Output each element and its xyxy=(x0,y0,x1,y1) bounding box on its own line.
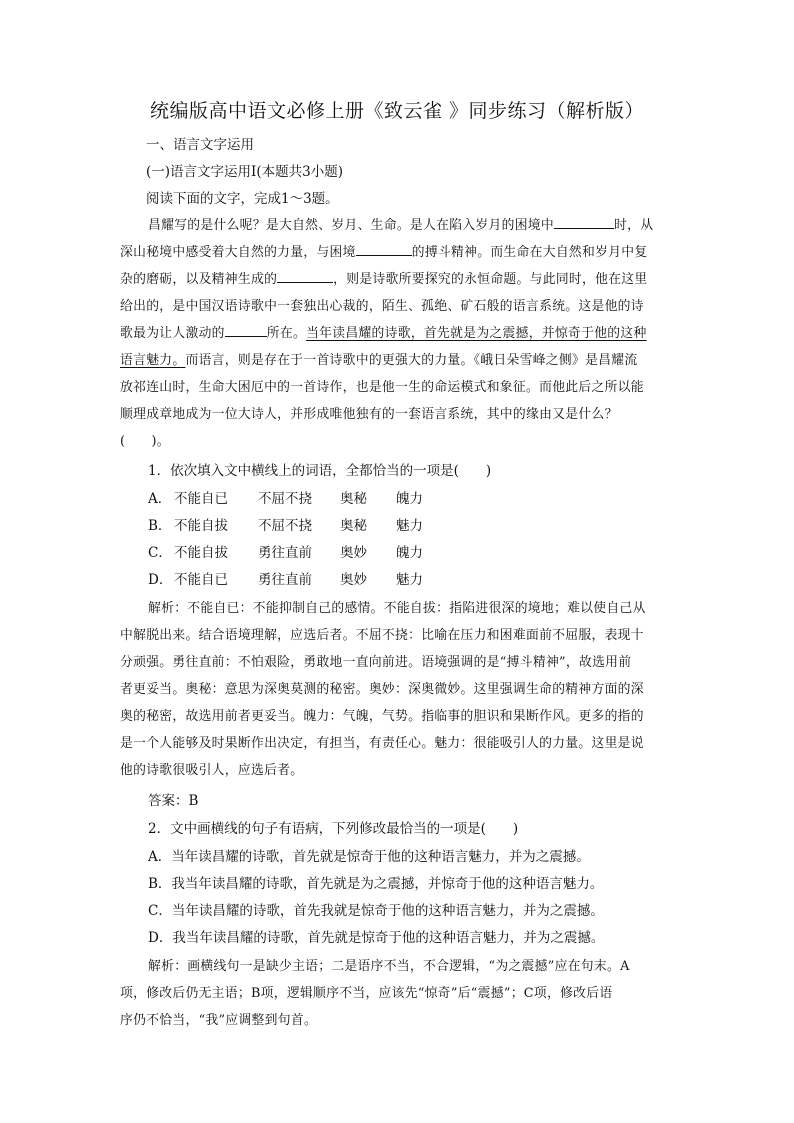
fill-blank-4 xyxy=(225,324,267,337)
section-heading: 一、语言文字运用 xyxy=(146,137,254,153)
subsection-heading: (一)语言文字运用Ⅰ(本题共3小题) xyxy=(146,164,343,180)
passage-line-3: 杂的磨砺，以及精神生成的 ，则是诗歌所要探究的永恒命题。与此同时，他在这里 xyxy=(120,272,648,287)
question-1-option-c: C． 不能自拔 勇往直前 奥妙 魄力 xyxy=(148,545,423,561)
question-1-explanation-line: 者更妥当。奥秘：意思为深奥莫测的秘密。奥妙：深奥微妙。这里强调生命的精神方面的深 xyxy=(120,682,644,697)
question-2-stem: 2．文中画横线的句子有语病，下列修改最恰当的一项是( ) xyxy=(148,821,519,837)
question-1-explanation-line: 中解脱出来。结合语境理解，应选后者。不屈不挠：比喻在压力和困难面前不屈服，表现十 xyxy=(120,628,644,643)
document-title: 统编版高中语文必修上册《致云雀 》同步练习（解析版） xyxy=(149,100,645,122)
passage-line-8: 顺理成章地成为一位大诗人，并形成唯他独有的一套语言系统，其中的缘由又是什么？ xyxy=(120,407,618,422)
question-1-explanation-line: 解析：不能自已：不能抑制自己的感情。不能自拔：指陷进很深的境地；难以使自己从 xyxy=(148,601,646,616)
fill-blank-2 xyxy=(356,243,412,256)
underlined-sentence-end: 语言魅力。 xyxy=(120,353,186,368)
passage-line-9: ( )。 xyxy=(120,434,170,449)
fill-blank-1 xyxy=(554,216,614,229)
question-2-option-a: A．当年读昌耀的诗歌，首先就是惊奇于他的这种语言魅力，并为之震撼。 xyxy=(148,849,590,865)
question-1-option-d: D． 不能自已 勇往直前 奥妙 魅力 xyxy=(148,572,423,588)
question-2-explanation-line: 序仍不恰当，“我”应调整到句首。 xyxy=(120,1013,318,1028)
question-2-option-b: B．我当年读昌耀的诗歌，首先就是为之震撼，并惊奇于他的这种语言魅力。 xyxy=(148,876,604,892)
underlined-sentence: 当年读昌耀的诗歌，首先就是为之震撼，并惊奇于他的这种 xyxy=(306,326,647,341)
question-1-explanation-line: 奥的秘密，故选用前者更妥当。魄力：气魄，气势。指临事的胆识和果断作风。更多的指的 xyxy=(120,709,644,724)
passage-line-6: 语言魅力。而语言，则是存在于一首诗歌中的更强大的力量。《峨日朵雪峰之侧》是昌耀流 xyxy=(120,353,638,368)
fill-blank-3 xyxy=(277,270,333,283)
question-1-explanation-line: 分顽强。勇往直前：不怕艰险，勇敢地一直向前进。语境强调的是“搏斗精神”，故选用前 xyxy=(120,655,632,670)
question-1-answer: 答案：B xyxy=(148,793,199,809)
question-2-option-d: D．我当年读昌耀的诗歌，首先就是惊奇于他的这种语言魅力，并为之震撼。 xyxy=(148,930,605,946)
passage-line-1: 昌耀写的是什么呢？是大自然、岁月、生命。是人在陷入岁月的困境中 时，从 xyxy=(148,218,654,233)
passage-line-7: 放祁连山时，生命大困厄中的一首诗作，也是他一生的命运模式和象征。而他此后之所以能 xyxy=(120,380,644,395)
question-2-option-c: C．当年读昌耀的诗歌，首先我就是惊奇于他的这种语言魅力，并为之震撼。 xyxy=(148,903,604,919)
question-1-explanation-line: 是一个人能够及时果断作出决定，有担当，有责任心。魅力：很能吸引人的力量。这里是说 xyxy=(120,736,644,751)
passage-line-5: 歌最为让人激动的 所在。当年读昌耀的诗歌，首先就是为之震撼，并惊奇于他的这种 xyxy=(120,326,647,341)
question-1-explanation-line: 他的诗歌很吸引人，应选后者。 xyxy=(120,763,304,778)
question-2-explanation-line: 解析：画横线句一是缺少主语；二是语序不当，不合逻辑，“为之震撼”应在句末。A xyxy=(148,959,630,974)
passage-line-2: 深山秘境中感受着大自然的力量，与困境 的搏斗精神。而生命在大自然和岁月中复 xyxy=(120,245,648,260)
question-2-explanation-line: 项，修改后仍无主语；B项，逻辑顺序不当，应该先“惊奇”后“震撼”；C项，修改后语 xyxy=(120,986,613,1001)
reading-instruction: 阅读下面的文字，完成1～3题。 xyxy=(146,191,339,207)
question-1-option-b: B． 不能自拔 不屈不挠 奥秘 魅力 xyxy=(148,518,423,534)
question-1-stem: 1．依次填入文中横线上的词语，全都恰当的一项是( ) xyxy=(148,463,492,479)
passage-line-4: 给出的，是中国汉语诗歌中一套独出心裁的，陌生、孤绝、矿石般的语言系统。这是他的诗 xyxy=(120,299,644,314)
question-1-option-a: A． 不能自已 不屈不挠 奥秘 魄力 xyxy=(148,491,423,507)
